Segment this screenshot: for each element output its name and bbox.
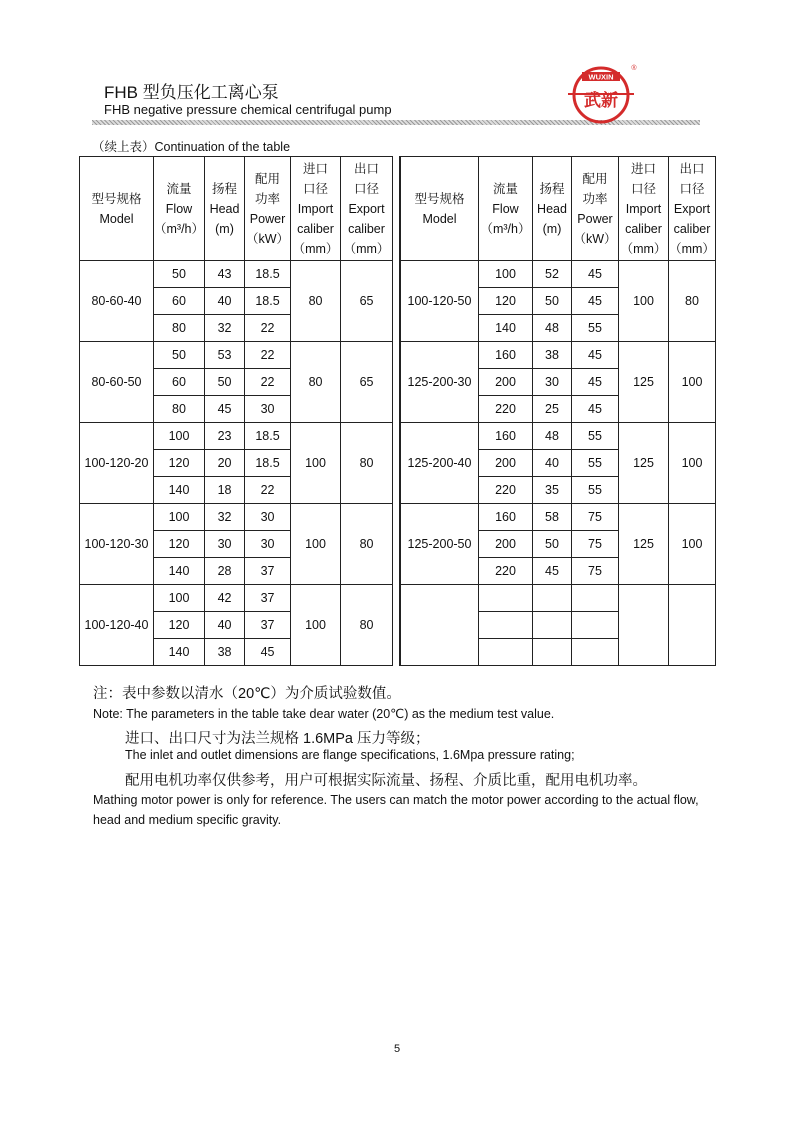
column-header-line: Model — [422, 211, 457, 226]
head-cell: 38 — [533, 342, 572, 369]
column-header — [479, 157, 533, 261]
power-cell: 22 — [245, 477, 291, 504]
column-header-line: Export — [348, 201, 385, 216]
head-cell: 40 — [205, 288, 245, 315]
column-header-line: Power — [577, 211, 613, 226]
export-caliber-cell — [669, 585, 716, 666]
power-cell: 18.5 — [245, 450, 291, 477]
flow-cell — [479, 612, 533, 639]
power-cell: 45 — [572, 342, 619, 369]
import-caliber-cell: 100 — [291, 585, 341, 666]
column-header — [669, 157, 716, 261]
flow-cell: 160 — [479, 504, 533, 531]
head-cell: 23 — [205, 423, 245, 450]
power-cell: 55 — [572, 450, 619, 477]
export-caliber-cell: 65 — [341, 261, 393, 342]
power-cell: 30 — [245, 531, 291, 558]
column-header-line: caliber — [297, 221, 334, 236]
export-caliber-cell: 100 — [669, 423, 716, 504]
svg-text:武新: 武新 — [584, 91, 618, 111]
head-cell: 52 — [533, 261, 572, 288]
svg-text:WUXIN: WUXIN — [588, 72, 614, 82]
power-cell: 45 — [245, 639, 291, 666]
model-cell: 100-120-40 — [80, 585, 154, 666]
import-caliber-cell: 125 — [619, 504, 669, 585]
table-row — [401, 423, 716, 450]
power-cell: 55 — [572, 423, 619, 450]
model-cell: 125-200-50 — [401, 504, 479, 585]
flow-cell — [479, 585, 533, 612]
head-cell: 48 — [533, 423, 572, 450]
column-header-line: caliber — [673, 221, 711, 236]
export-caliber-cell: 100 — [669, 342, 716, 423]
head-cell: 43 — [205, 261, 245, 288]
column-header — [80, 157, 154, 261]
head-cell: 50 — [533, 288, 572, 315]
column-header-line: （kW） — [245, 231, 290, 246]
flow-cell: 200 — [479, 450, 533, 477]
document-title-cn: FHB 型负压化工离心泵 — [104, 83, 279, 102]
note-cn-2: 进口、出口尺寸为法兰规格 1.6MPa 压力等级； — [125, 731, 430, 747]
power-cell: 45 — [572, 261, 619, 288]
column-header-line: Flow — [165, 201, 193, 216]
flow-cell: 50 — [154, 261, 205, 288]
power-cell — [572, 639, 619, 666]
power-cell: 22 — [245, 342, 291, 369]
table-row — [401, 342, 716, 369]
flow-cell: 60 — [154, 369, 205, 396]
model-cell: 100-120-20 — [80, 423, 154, 504]
column-header-line: 功率 — [255, 191, 281, 206]
head-cell: 35 — [533, 477, 572, 504]
flow-cell: 120 — [479, 288, 533, 315]
column-header-line: （kW） — [573, 231, 617, 246]
power-cell: 45 — [572, 288, 619, 315]
flow-cell: 60 — [154, 288, 205, 315]
column-header-line: 进口 — [630, 161, 656, 176]
table-row — [401, 261, 716, 288]
flow-cell: 100 — [479, 261, 533, 288]
column-header — [533, 157, 572, 261]
column-header-line: 流量 — [492, 181, 518, 196]
column-header — [619, 157, 669, 261]
spec-table-right — [400, 156, 716, 666]
svg-text:®: ® — [631, 65, 637, 72]
column-header-line: caliber — [625, 221, 662, 236]
wuxin-logo — [568, 58, 638, 128]
model-cell: 100-120-30 — [80, 504, 154, 585]
header-row — [401, 157, 716, 261]
power-cell: 22 — [245, 369, 291, 396]
head-cell: 50 — [205, 369, 245, 396]
head-cell: 32 — [205, 315, 245, 342]
power-cell: 30 — [245, 396, 291, 423]
flow-cell — [479, 639, 533, 666]
head-cell: 48 — [533, 315, 572, 342]
head-cell: 20 — [205, 450, 245, 477]
column-header-line: 配用 — [582, 171, 608, 186]
head-cell: 45 — [533, 558, 572, 585]
column-header-line: 扬程 — [212, 181, 238, 196]
column-header-line: caliber — [348, 221, 385, 236]
column-header-line: 口径 — [630, 181, 656, 196]
import-caliber-cell: 100 — [291, 504, 341, 585]
flow-cell: 140 — [154, 639, 205, 666]
flow-cell: 100 — [154, 585, 205, 612]
note-cn-3: 配用电机功率仅供参考，用户可根据实际流量、扬程、介质比重，配用电机功率。 — [125, 773, 647, 789]
head-cell — [533, 639, 572, 666]
flow-cell: 160 — [479, 342, 533, 369]
flow-cell: 140 — [479, 315, 533, 342]
import-caliber-cell — [619, 585, 669, 666]
column-header-line: 配用 — [255, 171, 281, 186]
head-cell — [533, 585, 572, 612]
column-header-line: Head — [209, 201, 240, 216]
note-cn-1: 注：表中参数以清水（20℃）为介质试验数值。 — [93, 686, 401, 702]
table-row — [80, 261, 393, 288]
flow-cell: 100 — [154, 423, 205, 450]
column-header-line: （mm） — [669, 241, 715, 256]
column-header-line: （m³/h） — [154, 221, 205, 236]
table-row — [80, 342, 393, 369]
column-header-line: Head — [537, 201, 567, 216]
column-header — [205, 157, 245, 261]
column-header-line: Import — [297, 201, 334, 216]
notes — [93, 682, 713, 830]
flow-cell: 120 — [154, 612, 205, 639]
export-caliber-cell: 80 — [341, 504, 393, 585]
power-cell: 55 — [572, 315, 619, 342]
power-cell: 37 — [245, 612, 291, 639]
flow-cell: 50 — [154, 342, 205, 369]
import-caliber-cell: 100 — [291, 423, 341, 504]
flow-cell: 140 — [154, 477, 205, 504]
head-cell: 28 — [205, 558, 245, 585]
head-cell: 30 — [533, 369, 572, 396]
power-cell: 37 — [245, 558, 291, 585]
model-cell: 80-60-40 — [80, 261, 154, 342]
note-en-2: The inlet and outlet dimensions are flange specifications, 1.6Mpa pressure rating; — [125, 748, 575, 762]
export-caliber-cell: 80 — [341, 423, 393, 504]
power-cell: 75 — [572, 504, 619, 531]
head-cell: 30 — [205, 531, 245, 558]
column-header-line: Flow — [492, 201, 519, 216]
column-header-line: 出口 — [354, 161, 380, 176]
import-caliber-cell: 100 — [619, 261, 669, 342]
column-header — [154, 157, 205, 261]
power-cell: 55 — [572, 477, 619, 504]
flow-cell: 220 — [479, 396, 533, 423]
flow-cell: 100 — [154, 504, 205, 531]
power-cell: 18.5 — [245, 423, 291, 450]
column-header-line: 流量 — [166, 181, 192, 196]
column-header-line: Model — [99, 211, 134, 226]
flow-cell: 200 — [479, 531, 533, 558]
table-row — [401, 504, 716, 531]
column-header-line: （mm） — [343, 241, 390, 256]
column-header — [341, 157, 393, 261]
flow-cell: 80 — [154, 315, 205, 342]
page-number: 5 — [393, 1043, 401, 1055]
column-header-line: 口径 — [303, 181, 329, 196]
model-cell: 125-200-40 — [401, 423, 479, 504]
note-en-3: Mathing motor power is only for reference. The users can match the motor power according to the actual flow, head and medium specific gravity. — [93, 793, 699, 827]
table-row — [80, 504, 393, 531]
import-caliber-cell: 80 — [291, 261, 341, 342]
flow-cell: 120 — [154, 531, 205, 558]
flow-cell: 120 — [154, 450, 205, 477]
power-cell: 75 — [572, 531, 619, 558]
table-caption: （续上表）Continuation of the table — [92, 140, 291, 154]
column-header-line: 进口 — [303, 161, 329, 176]
model-cell: 100-120-50 — [401, 261, 479, 342]
power-cell: 18.5 — [245, 261, 291, 288]
head-cell: 58 — [533, 504, 572, 531]
flow-cell: 80 — [154, 396, 205, 423]
power-cell: 45 — [572, 369, 619, 396]
power-cell: 22 — [245, 315, 291, 342]
flow-cell: 160 — [479, 423, 533, 450]
column-header-line: 出口 — [679, 161, 705, 176]
export-caliber-cell: 65 — [341, 342, 393, 423]
export-caliber-cell: 80 — [669, 261, 716, 342]
head-cell: 18 — [205, 477, 245, 504]
head-cell — [533, 612, 572, 639]
power-cell — [572, 585, 619, 612]
table-row — [80, 585, 393, 612]
power-cell: 75 — [572, 558, 619, 585]
column-header-line: (m) — [542, 221, 562, 236]
head-cell: 40 — [205, 612, 245, 639]
flow-cell: 140 — [154, 558, 205, 585]
column-header-line: 型号规格 — [414, 191, 465, 206]
power-cell — [572, 612, 619, 639]
note-en-1: Note: The parameters in the table take dear water (20℃) as the medium test value. — [93, 707, 555, 721]
column-header-line: 型号规格 — [91, 191, 142, 206]
column-header-line: 口径 — [354, 181, 380, 196]
spec-table-left — [79, 156, 393, 666]
head-cell: 38 — [205, 639, 245, 666]
column-header — [245, 157, 291, 261]
column-header-line: 扬程 — [539, 181, 565, 196]
column-header-line: 口径 — [679, 181, 705, 196]
head-cell: 40 — [533, 450, 572, 477]
column-header-line: Power — [249, 211, 286, 226]
head-cell: 53 — [205, 342, 245, 369]
table-row — [401, 585, 716, 612]
column-header — [401, 157, 479, 261]
column-header-line: （mm） — [292, 241, 339, 256]
power-cell: 45 — [572, 396, 619, 423]
table-row — [80, 423, 393, 450]
power-cell: 18.5 — [245, 288, 291, 315]
column-header-line: Import — [625, 201, 662, 216]
head-cell: 32 — [205, 504, 245, 531]
column-header-line: （m³/h） — [480, 221, 531, 236]
model-cell — [401, 585, 479, 666]
power-cell: 30 — [245, 504, 291, 531]
column-header — [572, 157, 619, 261]
head-cell: 45 — [205, 396, 245, 423]
column-header-line: Export — [673, 201, 711, 216]
head-cell: 50 — [533, 531, 572, 558]
column-header-line: (m) — [215, 221, 234, 236]
power-cell: 37 — [245, 585, 291, 612]
import-caliber-cell: 125 — [619, 423, 669, 504]
table-separator — [392, 156, 400, 666]
model-cell: 80-60-50 — [80, 342, 154, 423]
flow-cell: 200 — [479, 369, 533, 396]
import-caliber-cell: 80 — [291, 342, 341, 423]
column-header-line: 功率 — [582, 191, 608, 206]
export-caliber-cell: 100 — [669, 504, 716, 585]
head-cell: 25 — [533, 396, 572, 423]
header-row — [80, 157, 393, 261]
head-cell: 42 — [205, 585, 245, 612]
model-cell: 125-200-30 — [401, 342, 479, 423]
flow-cell: 220 — [479, 477, 533, 504]
column-header — [291, 157, 341, 261]
document-title-en: FHB negative pressure chemical centrifugal pump — [104, 102, 392, 117]
column-header-line: （mm） — [620, 241, 667, 256]
flow-cell: 220 — [479, 558, 533, 585]
import-caliber-cell: 125 — [619, 342, 669, 423]
export-caliber-cell: 80 — [341, 585, 393, 666]
